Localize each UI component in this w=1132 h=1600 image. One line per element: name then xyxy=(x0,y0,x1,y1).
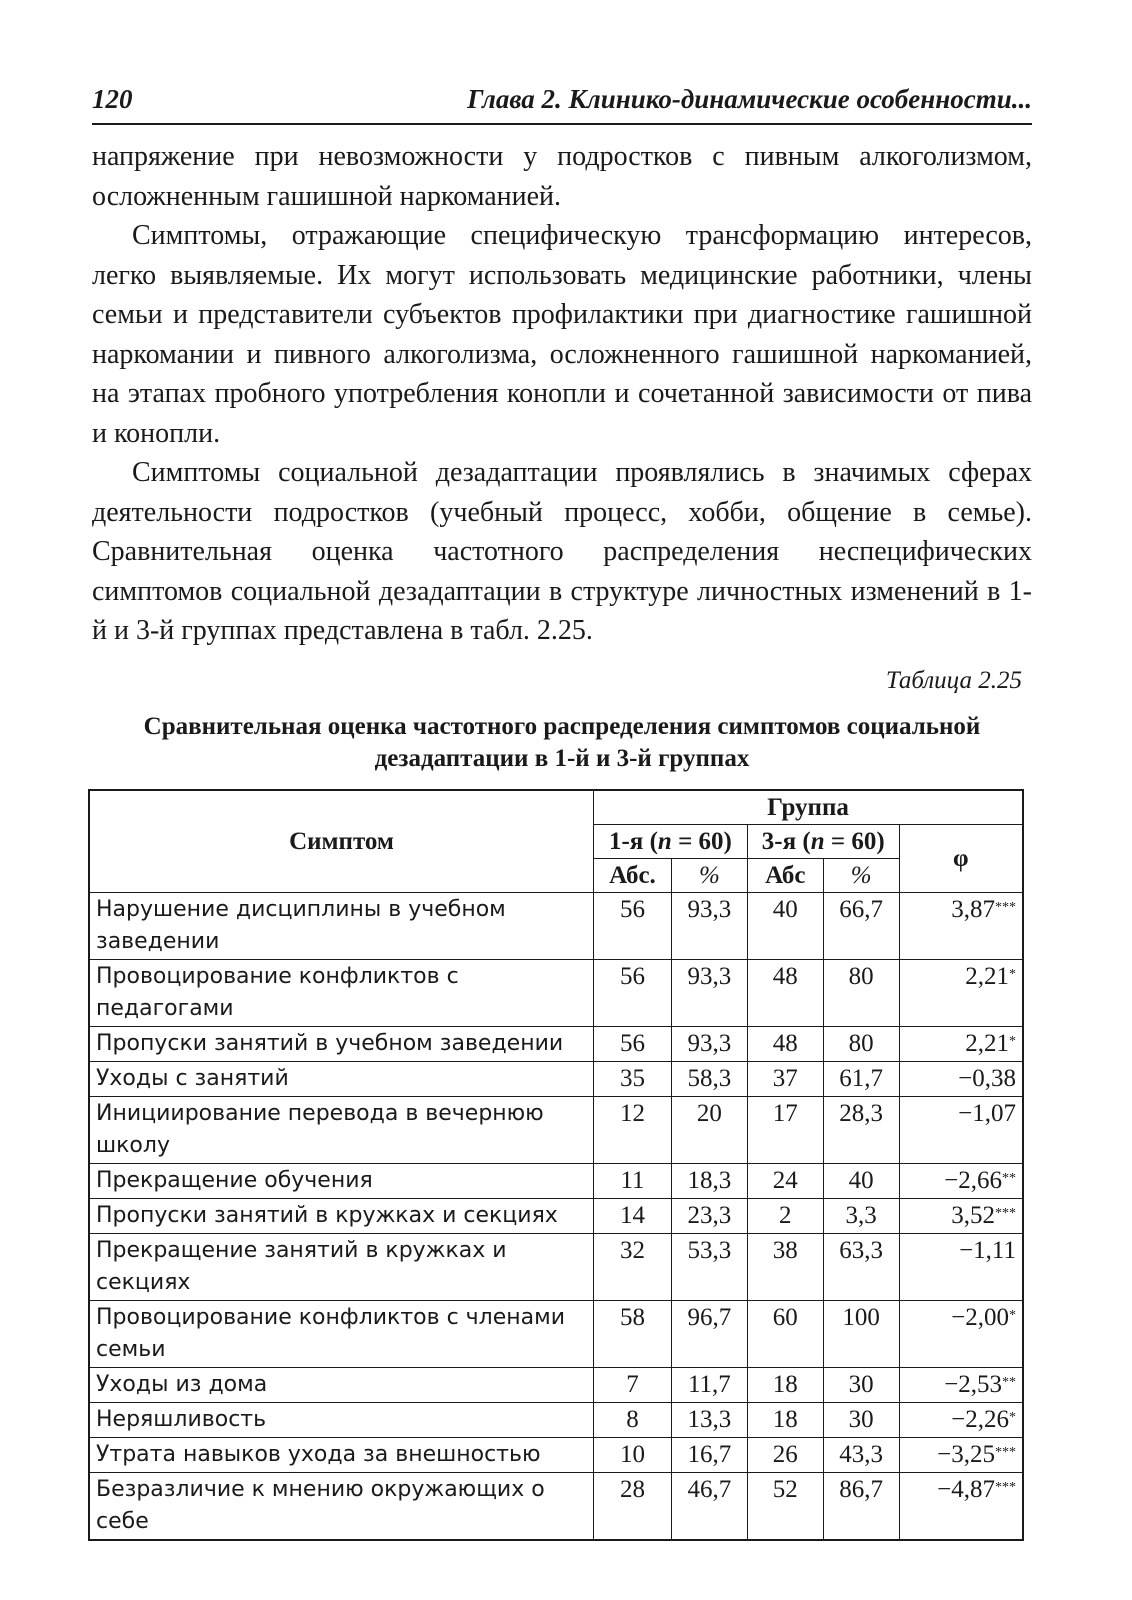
page-number: 120 xyxy=(92,84,133,114)
phi-cell xyxy=(899,1300,1023,1367)
table-row xyxy=(89,1437,1023,1472)
header-symptom: Симптом xyxy=(89,790,594,893)
phi-cell xyxy=(899,1163,1023,1198)
pct3-cell: 86,7 xyxy=(823,1472,899,1540)
table-row xyxy=(89,1198,1023,1233)
header-abs1: Абс. xyxy=(594,858,672,892)
abs3-cell: 48 xyxy=(747,959,823,1026)
abs1-cell: 28 xyxy=(594,1472,672,1540)
pct1-cell: 18,3 xyxy=(671,1163,747,1198)
symptom-cell: Провоцирование конфликтов с педагогами xyxy=(89,959,594,1026)
abs3-cell: 26 xyxy=(747,1437,823,1472)
table-row xyxy=(89,1300,1023,1367)
pct1-cell: 58,3 xyxy=(671,1061,747,1096)
paragraph: напряжение при невозможности у подростков с пивным алкоголизмом, осложненным гашишной наркоманией. xyxy=(92,141,1032,212)
table-row xyxy=(89,1367,1023,1402)
phi-value: −4,87 xyxy=(937,1475,995,1503)
phi-value: −2,53 xyxy=(944,1370,1002,1398)
significance-marker: *** xyxy=(995,899,1016,915)
pct3-cell: 30 xyxy=(823,1402,899,1437)
abs3-cell: 52 xyxy=(747,1472,823,1540)
abs1-cell: 10 xyxy=(594,1437,672,1472)
abs1-cell: 8 xyxy=(594,1402,672,1437)
header-abs3: Абс xyxy=(747,858,823,892)
significance-marker: *** xyxy=(995,1444,1016,1460)
table-row xyxy=(89,1096,1023,1163)
pct3-cell: 80 xyxy=(823,1026,899,1061)
symptom-cell: Уходы из дома xyxy=(89,1367,594,1402)
pct1-cell: 23,3 xyxy=(671,1198,747,1233)
abs3-cell: 2 xyxy=(747,1198,823,1233)
pct1-cell: 16,7 xyxy=(671,1437,747,1472)
symptom-cell: Безразличие к мнению окружающих о себе xyxy=(89,1472,594,1540)
chapter-title: Глава 2. Клинико-динамические особенности... xyxy=(467,84,1032,114)
pct1-cell: 13,3 xyxy=(671,1402,747,1437)
symptom-cell: Утрата навыков ухода за внешностью xyxy=(89,1437,594,1472)
significance-marker: * xyxy=(1009,1033,1016,1049)
table-row xyxy=(89,892,1023,959)
phi-value: −2,66 xyxy=(944,1166,1002,1194)
paragraph: Симптомы социальной дезадаптации проявлялись в значимых сферах деятельности подростков (учебный процесс, хобби, общение в семье). Сравнительная оценка частотного распределения неспецифических симптомов социальной дезадаптации в структуре личностных изменений в 1-й и 3-й группах представлена в табл. 2.25. xyxy=(92,457,1032,646)
abs1-cell: 32 xyxy=(594,1233,672,1300)
pct3-cell: 43,3 xyxy=(823,1437,899,1472)
phi-cell xyxy=(899,1472,1023,1540)
header-pct3: % xyxy=(823,858,899,892)
phi-value: 3,52 xyxy=(951,1201,995,1229)
phi-value: 3,87 xyxy=(951,895,995,923)
body-text xyxy=(92,137,1032,651)
symptom-cell: Прекращение занятий в кружках и секциях xyxy=(89,1233,594,1300)
symptom-table xyxy=(88,789,1024,1541)
table-row xyxy=(89,1163,1023,1198)
table-title: Сравнительная оценка частотного распределения симптомов социальной дезадаптации в 1-й и 3-й группах xyxy=(143,712,981,772)
phi-cell xyxy=(899,1437,1023,1472)
running-header xyxy=(92,84,1032,125)
phi-value: −3,25 xyxy=(937,1440,995,1468)
abs3-cell: 37 xyxy=(747,1061,823,1096)
abs1-cell: 12 xyxy=(594,1096,672,1163)
abs1-cell: 14 xyxy=(594,1198,672,1233)
abs1-cell: 56 xyxy=(594,959,672,1026)
pct1-cell: 93,3 xyxy=(671,959,747,1026)
pct1-cell: 93,3 xyxy=(671,892,747,959)
phi-cell xyxy=(899,1026,1023,1061)
book-page xyxy=(92,84,1032,1541)
abs3-cell: 38 xyxy=(747,1233,823,1300)
significance-marker: *** xyxy=(995,1205,1016,1221)
paragraph: Симптомы, отражающие специфическую трансформацию интересов, легко выявляемые. Их могут использовать медицинские работники, члены семьи и представители субъектов профилактики при диагностике гашишной наркомании и пивного алкоголизма, осложненного гашишной наркоманией, на этапах пробного употребления конопли и сочетанной зависимости от пива и конопли. xyxy=(92,220,1032,449)
pct3-cell: 40 xyxy=(823,1163,899,1198)
pct3-cell: 28,3 xyxy=(823,1096,899,1163)
pct1-cell: 96,7 xyxy=(671,1300,747,1367)
pct3-cell: 63,3 xyxy=(823,1233,899,1300)
pct1-cell: 46,7 xyxy=(671,1472,747,1540)
pct1-cell: 93,3 xyxy=(671,1026,747,1061)
significance-marker: *** xyxy=(995,1479,1016,1495)
symptom-cell: Прекращение обучения xyxy=(89,1163,594,1198)
significance-marker: * xyxy=(1009,966,1016,982)
symptom-cell: Инициирование перевода в вечернюю школу xyxy=(89,1096,594,1163)
abs1-cell: 35 xyxy=(594,1061,672,1096)
abs3-cell: 18 xyxy=(747,1367,823,1402)
table-row xyxy=(89,1472,1023,1540)
phi-value: −0,38 xyxy=(958,1064,1016,1092)
header-pct1: % xyxy=(671,858,747,892)
symptom-cell: Провоцирование конфликтов с членами семьи xyxy=(89,1300,594,1367)
abs3-cell: 40 xyxy=(747,892,823,959)
table-row xyxy=(89,959,1023,1026)
phi-value: 2,21 xyxy=(965,962,1009,990)
table-label: Таблица 2.25 xyxy=(885,666,1022,694)
pct3-cell: 61,7 xyxy=(823,1061,899,1096)
table-row xyxy=(89,1061,1023,1096)
pct3-cell: 100 xyxy=(823,1300,899,1367)
phi-value: −1,07 xyxy=(958,1099,1016,1127)
phi-value: −1,11 xyxy=(959,1236,1016,1264)
pct1-cell: 53,3 xyxy=(671,1233,747,1300)
phi-value: 2,21 xyxy=(965,1029,1009,1057)
symptom-cell: Уходы с занятий xyxy=(89,1061,594,1096)
phi-cell xyxy=(899,1402,1023,1437)
table-row xyxy=(89,1233,1023,1300)
symptom-cell: Пропуски занятий в кружках и секциях xyxy=(89,1198,594,1233)
table-row xyxy=(89,1402,1023,1437)
phi-cell xyxy=(899,1096,1023,1163)
phi-value: −2,26 xyxy=(951,1405,1009,1433)
table-row xyxy=(89,1026,1023,1061)
significance-marker: ** xyxy=(1002,1374,1016,1390)
pct3-cell: 80 xyxy=(823,959,899,1026)
symptom-cell: Нарушение дисциплины в учебном заведении xyxy=(89,892,594,959)
phi-cell xyxy=(899,1198,1023,1233)
pct1-cell: 20 xyxy=(671,1096,747,1163)
significance-marker: * xyxy=(1009,1307,1016,1323)
symptom-cell: Неряшливость xyxy=(89,1402,594,1437)
significance-marker: ** xyxy=(1002,1170,1016,1186)
abs1-cell: 11 xyxy=(594,1163,672,1198)
header-group3: 3-я (n = 60) xyxy=(747,824,899,858)
phi-cell xyxy=(899,1061,1023,1096)
phi-value: −2,00 xyxy=(951,1303,1009,1331)
symptom-cell: Пропуски занятий в учебном заведении xyxy=(89,1026,594,1061)
header-group1: 1-я (n = 60) xyxy=(594,824,748,858)
phi-cell xyxy=(899,1367,1023,1402)
header-phi: φ xyxy=(899,824,1023,892)
table-body xyxy=(89,892,1023,1540)
pct3-cell: 30 xyxy=(823,1367,899,1402)
abs1-cell: 56 xyxy=(594,892,672,959)
pct3-cell: 66,7 xyxy=(823,892,899,959)
abs3-cell: 24 xyxy=(747,1163,823,1198)
abs1-cell: 7 xyxy=(594,1367,672,1402)
abs3-cell: 18 xyxy=(747,1402,823,1437)
abs3-cell: 60 xyxy=(747,1300,823,1367)
phi-cell xyxy=(899,959,1023,1026)
abs3-cell: 48 xyxy=(747,1026,823,1061)
pct3-cell: 3,3 xyxy=(823,1198,899,1233)
phi-cell xyxy=(899,892,1023,959)
phi-cell xyxy=(899,1233,1023,1300)
abs1-cell: 56 xyxy=(594,1026,672,1061)
significance-marker: * xyxy=(1009,1409,1016,1425)
abs1-cell: 58 xyxy=(594,1300,672,1367)
pct1-cell: 11,7 xyxy=(671,1367,747,1402)
header-group: Группа xyxy=(594,790,1023,825)
abs3-cell: 17 xyxy=(747,1096,823,1163)
